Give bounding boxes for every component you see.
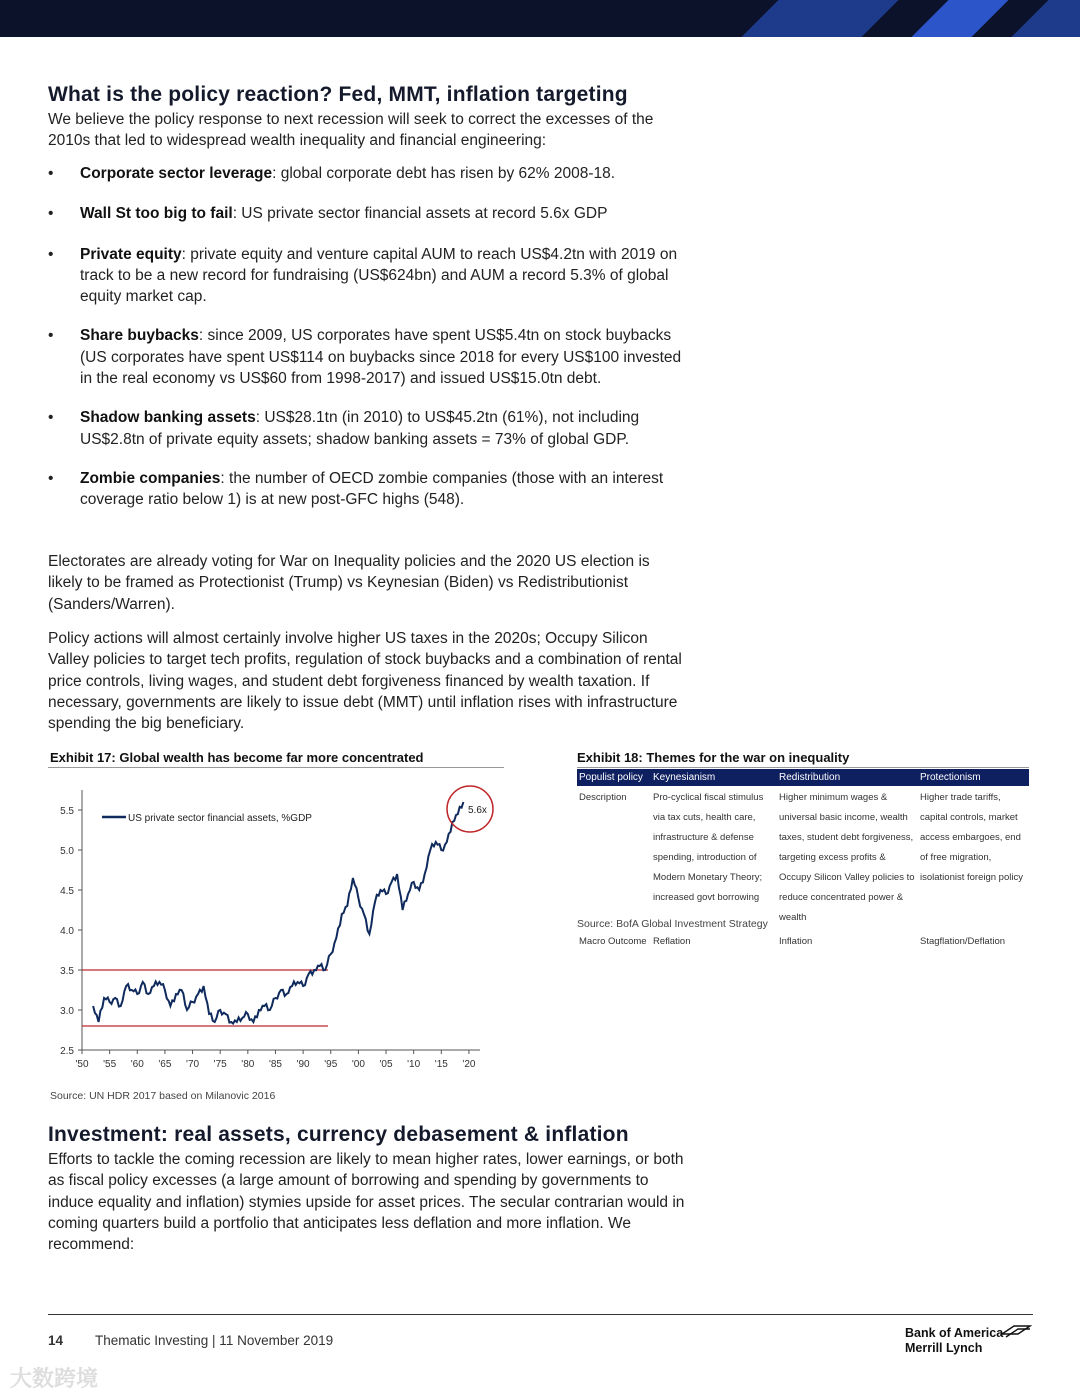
table-header: Populist policy (577, 769, 651, 786)
table-cell: Description (579, 792, 627, 803)
intro-paragraph: We believe the policy response to next recession will seek to correct the excesses of the 2010s that led to widespread wealth inequality and financial engineering: (48, 111, 654, 150)
footer-rule (48, 1314, 1033, 1315)
x-tick-label: '55 (103, 1059, 117, 1070)
bullet-list (48, 163, 688, 511)
table-cell: Macro Outcome (579, 936, 647, 947)
x-tick-label: '20 (462, 1059, 476, 1070)
legend-label: US private sector financial assets, %GDP (128, 813, 312, 824)
list-item: • Wall St too big to fail: US private sector financial assets at record 5.6x GDP (48, 205, 608, 223)
table-cell: Higher trade tariffs, capital controls, market access embargoes, end of free migration, isolationist foreign policy (920, 792, 1023, 883)
table-row (577, 930, 1029, 954)
x-tick-label: '80 (241, 1059, 255, 1070)
list-item: • Shadow banking assets: US$28.1tn (in 2010) to US$45.2tn (61%), not including US$2.8tn of private equity assets; shadow banking assets = 73% of global GDP. (48, 409, 640, 448)
exhibit17-chart (40, 775, 510, 1080)
header-bar (0, 0, 1080, 37)
exhibit18-source: Source: BofA Global Investment Strategy (577, 918, 768, 930)
table-row (577, 786, 1029, 930)
x-tick-label: '05 (379, 1059, 393, 1070)
table-cell: Inflation (779, 936, 813, 947)
exhibit18-title: Exhibit 18: Themes for the war on inequality (577, 750, 850, 765)
table-cell: Pro-cyclical fiscal stimulus via tax cuts, health care, infrastructure & defense spending, introduction of Modern Monetary Theory; increased govt borrowing (653, 792, 764, 903)
exhibit17-title: Exhibit 17: Global wealth has become far more concentrated (50, 750, 424, 765)
table-header: Protectionism (918, 769, 1029, 786)
table-header: Keynesianism (651, 769, 777, 786)
list-item: • Private equity: private equity and venture capital AUM to reach US$4.2tn with 2019 on track to be a new record for fundraising (US$624bn) and AUM a record 5.3% of global equity market cap. (48, 245, 678, 306)
exhibit17-source: Source: UN HDR 2017 based on Milanovic 2016 (50, 1090, 276, 1102)
footer-text: Thematic Investing | 11 November 2019 (95, 1333, 334, 1348)
table-cell: Higher minimum wages & universal basic income, wealth taxes, student debt forgiveness, targeting excess profits & Occupy Silicon Valley policies to reduce concentrated power & wealth (779, 792, 915, 923)
x-tick-label: '95 (324, 1059, 338, 1070)
x-tick-label: '10 (407, 1059, 421, 1070)
x-tick-label: '90 (296, 1059, 310, 1070)
investment-paragraph: Efforts to tackle the coming recession are likely to mean higher rates, lower earnings, or both as fiscal policy excesses (a large amount of borrowing and spending by governments to induce equality and inflation) stymies upside for asset prices. The secular contrarian would in coming quarters build a portfolio that anticipates less deflation and more inflation. We recommend: (48, 1151, 685, 1254)
x-tick-label: '75 (213, 1059, 227, 1070)
x-tick-label: '15 (434, 1059, 448, 1070)
watermark: 大数跨境 (10, 1366, 99, 1391)
list-item: • Share buybacks: since 2009, US corporates have spent US$5.4tn on stock buybacks (US corporates have spent US$114 on buybacks since 2018 for every US$100 invested in the real economy vs US$60 from 1998-2017) and issued US$15.0tn debt. (48, 327, 682, 388)
table-cell: Reflation (653, 936, 691, 947)
exhibit18-rule (577, 767, 1029, 768)
y-tick-label: 2.5 (60, 1046, 74, 1057)
policy-paragraph: Policy actions will almost certainly involve higher US taxes in the 2020s; Occupy Silicon Valley policies to target tech profits, regulation of stock buybacks and a combination of rental price controls, living wages, and student debt forgiveness financed by wealth taxation. If necessary, governments are likely to issue debt (MMT) until inflation rises with infrastructure spending the big beneficiary. (48, 630, 682, 733)
x-tick-label: '00 (351, 1059, 365, 1070)
x-tick-label: '65 (158, 1059, 172, 1070)
list-item: • Corporate sector leverage: global corporate debt has risen by 62% 2008-18. (48, 165, 616, 182)
series-line (93, 802, 463, 1024)
logo-line2: Merrill Lynch (905, 1341, 983, 1355)
y-tick-label: 5.0 (60, 846, 74, 857)
list-item: • Zombie companies: the number of OECD zombie companies (those with an interest coverage ratio below 1) is at new post-GFC highs (548). (48, 469, 664, 509)
y-tick-label: 3.5 (60, 966, 74, 977)
section-title-policy: What is the policy reaction? Fed, MMT, inflation targeting (48, 83, 628, 106)
table-header-row (577, 769, 1029, 786)
y-tick-label: 4.5 (60, 886, 74, 897)
brand-logo (905, 1326, 1003, 1356)
x-tick-label: '50 (75, 1059, 89, 1070)
page-number: 14 (48, 1333, 64, 1348)
y-tick-label: 5.5 (60, 806, 74, 817)
table-header: Redistribution (777, 769, 918, 786)
flag-icon (1000, 1324, 1032, 1338)
logo-line1: Bank of America (905, 1326, 1004, 1340)
x-tick-label: '85 (268, 1059, 282, 1070)
y-tick-label: 3.0 (60, 1006, 74, 1017)
x-tick-label: '60 (130, 1059, 144, 1070)
table-cell: Stagflation/Deflation (920, 936, 1006, 947)
header-accent (1012, 0, 1080, 37)
electorates-paragraph: Electorates are already voting for War on Inequality policies and the 2020 US election is likely to be framed as Protectionist (Trump) vs Keynesian (Biden) vs Redistributionist (Sanders/Warren). (48, 553, 650, 613)
x-tick-label: '70 (186, 1059, 200, 1070)
exhibit17-rule (48, 767, 504, 768)
callout-label: 5.6x (468, 805, 487, 816)
header-accent (912, 0, 1009, 37)
header-accent (742, 0, 899, 37)
section-title-investment: Investment: real assets, currency debasement & inflation (48, 1123, 629, 1146)
y-tick-label: 4.0 (60, 926, 74, 937)
